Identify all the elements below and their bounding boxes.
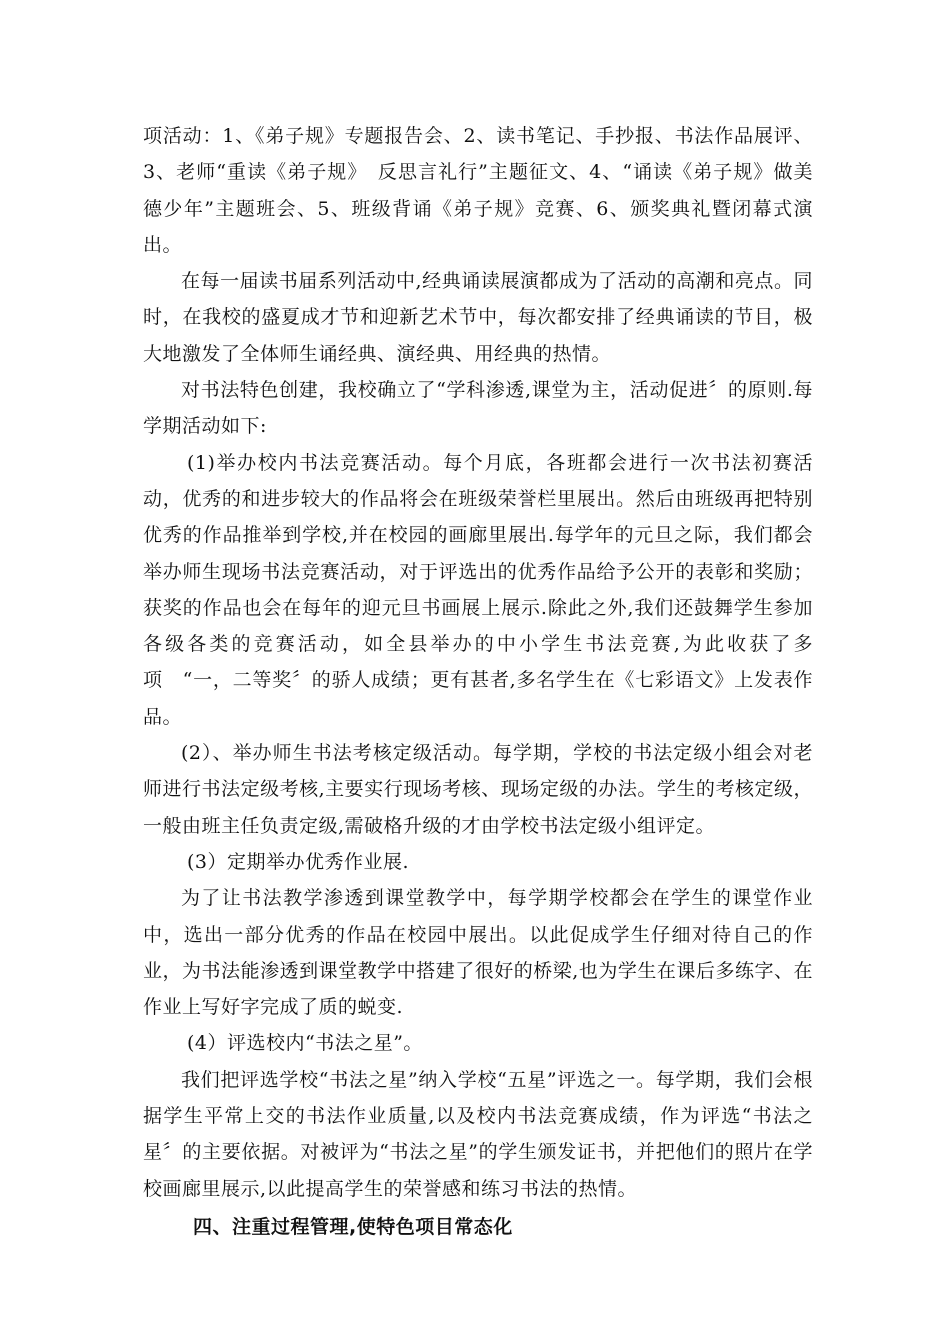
calligraphy-star-item: (4）评选校内“书法之星”。 [187,1032,423,1055]
document-body [143,118,813,1245]
classic-reading-paragraph: 在每一届读书届系列活动中,经典诵读展演都成为了活动的高潮和亮点。同时，在我校的盛夏成才节和迎新艺术节中，每次都安排了经典诵读的节目，极大地激发了全体师生诵经典、演经典、用经典的热情。 [143,270,813,365]
calligraphy-star-paragraph: 我们把评选学校“书法之星”纳入学校“五星”评选之一。每学期，我们会根据学生平常上交的书法作业质量,以及校内书法竞赛成绩，作为评选“书法之星〞的主要依据。对被评为“书法之星”的学生颁发证书，并把他们的照片在学校画廊里展示,以此提高学生的荣誉感和练习书法的热情。 [143,1068,813,1200]
section-heading: 四、注重过程管理,使特色项目常态化 [193,1215,513,1238]
grading-activity-paragraph: (2）、举办师生书法考核定级活动。每学期，学校的书法定级小组会对老师进行书法定级考核,主要实行现场考核、现场定级的办法。学生的考核定级，一般由班主任负责定级,需破格升级的才由学校书法定级小组评定。 [143,742,813,837]
homework-exhibition-item: (3）定期举办优秀作业展. [187,850,410,873]
activity-list-paragraph: 项活动：1、《弟子规》专题报告会、2、读书笔记、手抄报、书法作品展评、3、老师“重读《弟子规》 反思言礼行”主题征文、4、“诵读《弟子规》做美德少年”主题班会、5、班级背诵《弟子规》竞赛、6、颁奖典礼暨闭幕式演出。 [143,125,813,256]
calligraphy-competition-paragraph: (1)举办校内书法竞赛活动。每个月底，各班都会进行一次书法初赛活动，优秀的和进步较大的作品将会在班级荣誉栏里展出。然后由班级再把特别优秀的作品推举到学校,并在校园的画廊里展出.每学年的元旦之际，我们都会举办师生现场书法竞赛活动，对于评选出的优秀作品给予公开的表彰和奖励；获奖的作品也会在每年的迎元旦书画展上展示.除此之外,我们还鼓舞学生参加各级各类的竞赛活动，如全县举办的中小学生书法竞赛,为此收获了多项 “一，二等奖〞的骄人成绩；更有甚者,多名学生在《七彩语文》上发表作品。 [143,451,813,728]
homework-exhibition-paragraph: 为了让书法教学渗透到课堂教学中，每学期学校都会在学生的课堂作业中，选出一部分优秀的作品在校园中展出。以此促成学生仔细对待自己的作业，为书法能渗透到课堂教学中搭建了很好的桥梁,也为学生在课后多练字、在作业上写好字完成了质的蜕变. [143,887,813,1019]
calligraphy-principle-paragraph: 对书法特色创建，我校确立了“学科渗透,课堂为主，活动促进〞的原则.每学期活动如下: [143,379,813,438]
